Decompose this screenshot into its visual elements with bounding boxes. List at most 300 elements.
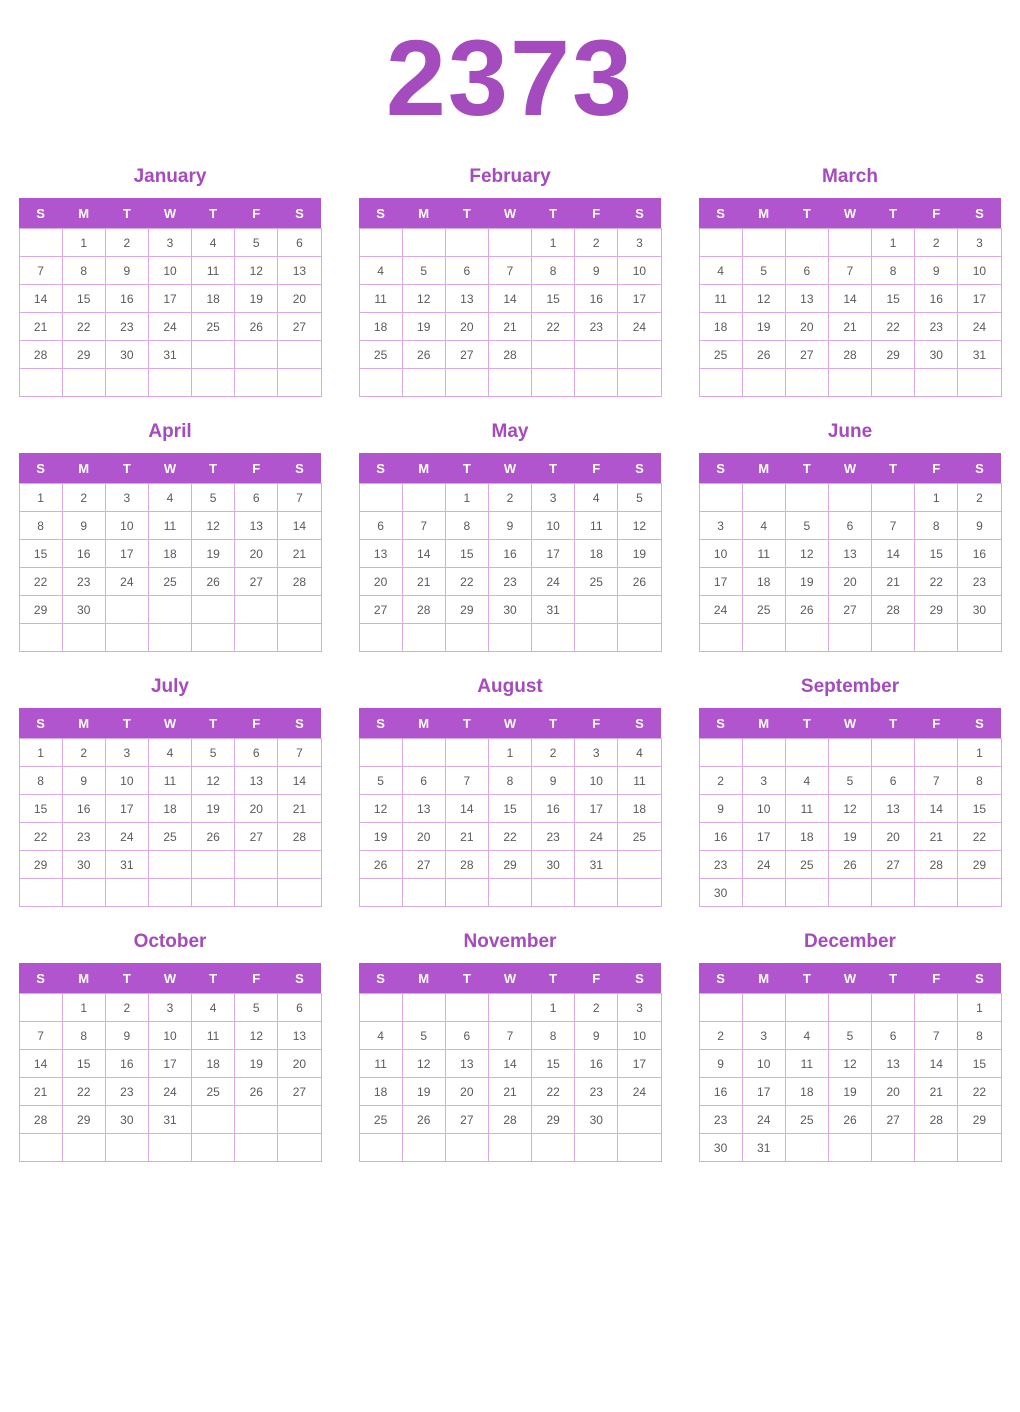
day-cell[interactable]: 15	[445, 540, 488, 568]
day-cell[interactable]: 29	[445, 596, 488, 624]
day-cell[interactable]: 19	[618, 540, 661, 568]
day-cell[interactable]: 29	[488, 851, 531, 879]
day-cell[interactable]: 26	[359, 851, 402, 879]
day-cell[interactable]: 12	[785, 540, 828, 568]
day-cell[interactable]: 27	[872, 1106, 915, 1134]
day-cell[interactable]: 21	[915, 1078, 958, 1106]
day-cell[interactable]: 4	[192, 229, 235, 257]
day-cell[interactable]: 26	[235, 1078, 278, 1106]
day-cell[interactable]: 15	[958, 1050, 1001, 1078]
day-cell[interactable]: 4	[148, 739, 191, 767]
day-cell[interactable]: 15	[19, 795, 62, 823]
day-cell[interactable]: 2	[575, 994, 618, 1022]
day-cell[interactable]: 6	[402, 767, 445, 795]
day-cell[interactable]: 4	[785, 1022, 828, 1050]
day-cell[interactable]: 3	[618, 994, 661, 1022]
day-cell[interactable]: 21	[828, 313, 871, 341]
day-cell[interactable]: 24	[148, 1078, 191, 1106]
day-cell[interactable]: 1	[958, 739, 1001, 767]
day-cell[interactable]: 26	[402, 1106, 445, 1134]
day-cell[interactable]: 21	[278, 795, 321, 823]
day-cell[interactable]: 13	[872, 795, 915, 823]
day-cell[interactable]: 20	[445, 1078, 488, 1106]
day-cell[interactable]: 9	[105, 257, 148, 285]
day-cell[interactable]: 5	[402, 257, 445, 285]
day-cell[interactable]: 7	[19, 1022, 62, 1050]
day-cell[interactable]: 20	[402, 823, 445, 851]
day-cell[interactable]: 17	[618, 285, 661, 313]
day-cell[interactable]: 28	[915, 851, 958, 879]
day-cell[interactable]: 20	[359, 568, 402, 596]
day-cell[interactable]: 28	[488, 1106, 531, 1134]
day-cell[interactable]: 3	[699, 512, 742, 540]
day-cell[interactable]: 5	[785, 512, 828, 540]
day-cell[interactable]: 31	[148, 341, 191, 369]
day-cell[interactable]: 29	[915, 596, 958, 624]
day-cell[interactable]: 20	[278, 1050, 321, 1078]
day-cell[interactable]: 20	[235, 540, 278, 568]
day-cell[interactable]: 23	[105, 313, 148, 341]
day-cell[interactable]: 10	[742, 1050, 785, 1078]
day-cell[interactable]: 20	[278, 285, 321, 313]
day-cell[interactable]: 17	[148, 1050, 191, 1078]
day-cell[interactable]: 22	[958, 823, 1001, 851]
day-cell[interactable]: 9	[62, 512, 105, 540]
day-cell[interactable]: 22	[19, 568, 62, 596]
day-cell[interactable]: 16	[488, 540, 531, 568]
day-cell[interactable]: 18	[192, 1050, 235, 1078]
day-cell[interactable]: 2	[958, 484, 1001, 512]
day-cell[interactable]: 18	[192, 285, 235, 313]
day-cell[interactable]: 21	[445, 823, 488, 851]
day-cell[interactable]: 25	[785, 851, 828, 879]
day-cell[interactable]: 22	[488, 823, 531, 851]
day-cell[interactable]: 10	[105, 767, 148, 795]
day-cell[interactable]: 8	[915, 512, 958, 540]
day-cell[interactable]: 4	[359, 1022, 402, 1050]
day-cell[interactable]: 31	[742, 1134, 785, 1162]
day-cell[interactable]: 20	[872, 1078, 915, 1106]
day-cell[interactable]: 27	[445, 341, 488, 369]
day-cell[interactable]: 15	[488, 795, 531, 823]
day-cell[interactable]: 19	[402, 1078, 445, 1106]
day-cell[interactable]: 26	[785, 596, 828, 624]
day-cell[interactable]: 8	[958, 1022, 1001, 1050]
day-cell[interactable]: 8	[532, 257, 575, 285]
day-cell[interactable]: 11	[575, 512, 618, 540]
day-cell[interactable]: 30	[958, 596, 1001, 624]
day-cell[interactable]: 8	[958, 767, 1001, 795]
day-cell[interactable]: 11	[359, 285, 402, 313]
day-cell[interactable]: 27	[872, 851, 915, 879]
day-cell[interactable]: 9	[575, 1022, 618, 1050]
day-cell[interactable]: 20	[235, 795, 278, 823]
day-cell[interactable]: 26	[192, 568, 235, 596]
day-cell[interactable]: 23	[575, 1078, 618, 1106]
day-cell[interactable]: 12	[618, 512, 661, 540]
day-cell[interactable]: 19	[402, 313, 445, 341]
day-cell[interactable]: 27	[445, 1106, 488, 1134]
day-cell[interactable]: 3	[742, 767, 785, 795]
day-cell[interactable]: 22	[19, 823, 62, 851]
day-cell[interactable]: 12	[828, 1050, 871, 1078]
day-cell[interactable]: 8	[62, 1022, 105, 1050]
day-cell[interactable]: 25	[359, 341, 402, 369]
day-cell[interactable]: 19	[235, 1050, 278, 1078]
day-cell[interactable]: 29	[958, 1106, 1001, 1134]
day-cell[interactable]: 22	[62, 313, 105, 341]
day-cell[interactable]: 3	[742, 1022, 785, 1050]
day-cell[interactable]: 28	[278, 823, 321, 851]
day-cell[interactable]: 31	[958, 341, 1001, 369]
day-cell[interactable]: 30	[488, 596, 531, 624]
day-cell[interactable]: 8	[62, 257, 105, 285]
day-cell[interactable]: 20	[445, 313, 488, 341]
day-cell[interactable]: 27	[828, 596, 871, 624]
day-cell[interactable]: 2	[105, 229, 148, 257]
day-cell[interactable]: 18	[785, 1078, 828, 1106]
day-cell[interactable]: 7	[278, 739, 321, 767]
day-cell[interactable]: 30	[105, 1106, 148, 1134]
day-cell[interactable]: 9	[915, 257, 958, 285]
day-cell[interactable]: 26	[742, 341, 785, 369]
day-cell[interactable]: 29	[532, 1106, 575, 1134]
day-cell[interactable]: 13	[235, 767, 278, 795]
day-cell[interactable]: 10	[618, 257, 661, 285]
day-cell[interactable]: 7	[915, 767, 958, 795]
day-cell[interactable]: 28	[915, 1106, 958, 1134]
day-cell[interactable]: 10	[618, 1022, 661, 1050]
day-cell[interactable]: 19	[742, 313, 785, 341]
day-cell[interactable]: 1	[488, 739, 531, 767]
day-cell[interactable]: 25	[575, 568, 618, 596]
day-cell[interactable]: 19	[359, 823, 402, 851]
day-cell[interactable]: 11	[618, 767, 661, 795]
day-cell[interactable]: 28	[19, 1106, 62, 1134]
day-cell[interactable]: 30	[699, 879, 742, 907]
day-cell[interactable]: 28	[488, 341, 531, 369]
day-cell[interactable]: 30	[699, 1134, 742, 1162]
day-cell[interactable]: 10	[742, 795, 785, 823]
day-cell[interactable]: 3	[618, 229, 661, 257]
day-cell[interactable]: 2	[62, 484, 105, 512]
day-cell[interactable]: 23	[699, 851, 742, 879]
day-cell[interactable]: 3	[148, 229, 191, 257]
day-cell[interactable]: 25	[618, 823, 661, 851]
day-cell[interactable]: 24	[532, 568, 575, 596]
day-cell[interactable]: 1	[62, 994, 105, 1022]
day-cell[interactable]: 15	[915, 540, 958, 568]
day-cell[interactable]: 28	[828, 341, 871, 369]
day-cell[interactable]: 12	[402, 285, 445, 313]
day-cell[interactable]: 28	[19, 341, 62, 369]
day-cell[interactable]: 2	[488, 484, 531, 512]
day-cell[interactable]: 15	[62, 285, 105, 313]
day-cell[interactable]: 3	[105, 739, 148, 767]
day-cell[interactable]: 11	[742, 540, 785, 568]
day-cell[interactable]: 8	[872, 257, 915, 285]
day-cell[interactable]: 1	[958, 994, 1001, 1022]
day-cell[interactable]: 24	[148, 313, 191, 341]
day-cell[interactable]: 17	[105, 540, 148, 568]
day-cell[interactable]: 12	[359, 795, 402, 823]
day-cell[interactable]: 16	[62, 795, 105, 823]
day-cell[interactable]: 25	[192, 313, 235, 341]
day-cell[interactable]: 19	[235, 285, 278, 313]
day-cell[interactable]: 2	[575, 229, 618, 257]
day-cell[interactable]: 4	[699, 257, 742, 285]
day-cell[interactable]: 21	[19, 1078, 62, 1106]
day-cell[interactable]: 14	[915, 795, 958, 823]
day-cell[interactable]: 29	[958, 851, 1001, 879]
day-cell[interactable]: 13	[445, 1050, 488, 1078]
day-cell[interactable]: 19	[192, 540, 235, 568]
day-cell[interactable]: 18	[148, 795, 191, 823]
day-cell[interactable]: 18	[699, 313, 742, 341]
day-cell[interactable]: 9	[105, 1022, 148, 1050]
day-cell[interactable]: 10	[575, 767, 618, 795]
day-cell[interactable]: 1	[19, 484, 62, 512]
day-cell[interactable]: 6	[278, 229, 321, 257]
day-cell[interactable]: 13	[785, 285, 828, 313]
day-cell[interactable]: 16	[699, 1078, 742, 1106]
day-cell[interactable]: 22	[915, 568, 958, 596]
day-cell[interactable]: 30	[62, 596, 105, 624]
day-cell[interactable]: 17	[742, 823, 785, 851]
day-cell[interactable]: 9	[575, 257, 618, 285]
day-cell[interactable]: 25	[699, 341, 742, 369]
day-cell[interactable]: 19	[192, 795, 235, 823]
day-cell[interactable]: 2	[62, 739, 105, 767]
day-cell[interactable]: 5	[618, 484, 661, 512]
day-cell[interactable]: 1	[62, 229, 105, 257]
day-cell[interactable]: 8	[19, 512, 62, 540]
day-cell[interactable]: 1	[532, 229, 575, 257]
day-cell[interactable]: 12	[402, 1050, 445, 1078]
day-cell[interactable]: 11	[699, 285, 742, 313]
day-cell[interactable]: 14	[402, 540, 445, 568]
day-cell[interactable]: 23	[62, 568, 105, 596]
day-cell[interactable]: 26	[235, 313, 278, 341]
day-cell[interactable]: 14	[278, 512, 321, 540]
day-cell[interactable]: 23	[575, 313, 618, 341]
day-cell[interactable]: 8	[532, 1022, 575, 1050]
day-cell[interactable]: 18	[359, 1078, 402, 1106]
day-cell[interactable]: 25	[742, 596, 785, 624]
day-cell[interactable]: 17	[958, 285, 1001, 313]
day-cell[interactable]: 3	[105, 484, 148, 512]
day-cell[interactable]: 23	[62, 823, 105, 851]
day-cell[interactable]: 20	[872, 823, 915, 851]
day-cell[interactable]: 27	[235, 823, 278, 851]
day-cell[interactable]: 12	[742, 285, 785, 313]
day-cell[interactable]: 21	[872, 568, 915, 596]
day-cell[interactable]: 23	[915, 313, 958, 341]
day-cell[interactable]: 3	[532, 484, 575, 512]
day-cell[interactable]: 13	[235, 512, 278, 540]
day-cell[interactable]: 4	[359, 257, 402, 285]
day-cell[interactable]: 1	[532, 994, 575, 1022]
day-cell[interactable]: 29	[872, 341, 915, 369]
day-cell[interactable]: 11	[785, 795, 828, 823]
day-cell[interactable]: 11	[192, 1022, 235, 1050]
day-cell[interactable]: 6	[359, 512, 402, 540]
day-cell[interactable]: 31	[575, 851, 618, 879]
day-cell[interactable]: 27	[278, 313, 321, 341]
day-cell[interactable]: 7	[488, 257, 531, 285]
day-cell[interactable]: 21	[278, 540, 321, 568]
day-cell[interactable]: 30	[62, 851, 105, 879]
day-cell[interactable]: 13	[828, 540, 871, 568]
day-cell[interactable]: 5	[192, 739, 235, 767]
day-cell[interactable]: 28	[445, 851, 488, 879]
day-cell[interactable]: 13	[359, 540, 402, 568]
day-cell[interactable]: 25	[148, 568, 191, 596]
day-cell[interactable]: 7	[872, 512, 915, 540]
day-cell[interactable]: 22	[872, 313, 915, 341]
day-cell[interactable]: 16	[575, 1050, 618, 1078]
day-cell[interactable]: 25	[192, 1078, 235, 1106]
day-cell[interactable]: 7	[828, 257, 871, 285]
day-cell[interactable]: 11	[192, 257, 235, 285]
day-cell[interactable]: 5	[742, 257, 785, 285]
day-cell[interactable]: 3	[148, 994, 191, 1022]
day-cell[interactable]: 18	[359, 313, 402, 341]
day-cell[interactable]: 2	[532, 739, 575, 767]
day-cell[interactable]: 30	[575, 1106, 618, 1134]
day-cell[interactable]: 1	[19, 739, 62, 767]
day-cell[interactable]: 14	[19, 285, 62, 313]
day-cell[interactable]: 14	[828, 285, 871, 313]
day-cell[interactable]: 13	[445, 285, 488, 313]
day-cell[interactable]: 2	[105, 994, 148, 1022]
day-cell[interactable]: 11	[359, 1050, 402, 1078]
day-cell[interactable]: 30	[532, 851, 575, 879]
day-cell[interactable]: 26	[828, 851, 871, 879]
day-cell[interactable]: 5	[828, 767, 871, 795]
day-cell[interactable]: 7	[488, 1022, 531, 1050]
day-cell[interactable]: 21	[402, 568, 445, 596]
day-cell[interactable]: 26	[618, 568, 661, 596]
day-cell[interactable]: 15	[62, 1050, 105, 1078]
day-cell[interactable]: 3	[575, 739, 618, 767]
day-cell[interactable]: 5	[192, 484, 235, 512]
day-cell[interactable]: 6	[872, 1022, 915, 1050]
day-cell[interactable]: 13	[278, 257, 321, 285]
day-cell[interactable]: 16	[105, 1050, 148, 1078]
day-cell[interactable]: 15	[532, 1050, 575, 1078]
day-cell[interactable]: 18	[148, 540, 191, 568]
day-cell[interactable]: 9	[488, 512, 531, 540]
day-cell[interactable]: 13	[872, 1050, 915, 1078]
day-cell[interactable]: 24	[618, 1078, 661, 1106]
day-cell[interactable]: 8	[19, 767, 62, 795]
day-cell[interactable]: 12	[192, 767, 235, 795]
day-cell[interactable]: 24	[742, 851, 785, 879]
day-cell[interactable]: 7	[915, 1022, 958, 1050]
day-cell[interactable]: 16	[575, 285, 618, 313]
day-cell[interactable]: 9	[699, 1050, 742, 1078]
day-cell[interactable]: 27	[402, 851, 445, 879]
day-cell[interactable]: 10	[148, 257, 191, 285]
day-cell[interactable]: 6	[278, 994, 321, 1022]
day-cell[interactable]: 24	[105, 568, 148, 596]
day-cell[interactable]: 7	[445, 767, 488, 795]
day-cell[interactable]: 24	[742, 1106, 785, 1134]
day-cell[interactable]: 5	[402, 1022, 445, 1050]
day-cell[interactable]: 15	[532, 285, 575, 313]
day-cell[interactable]: 16	[62, 540, 105, 568]
day-cell[interactable]: 19	[828, 1078, 871, 1106]
day-cell[interactable]: 15	[958, 795, 1001, 823]
day-cell[interactable]: 14	[488, 1050, 531, 1078]
day-cell[interactable]: 22	[958, 1078, 1001, 1106]
day-cell[interactable]: 24	[618, 313, 661, 341]
day-cell[interactable]: 2	[699, 767, 742, 795]
day-cell[interactable]: 24	[958, 313, 1001, 341]
day-cell[interactable]: 9	[62, 767, 105, 795]
day-cell[interactable]: 4	[742, 512, 785, 540]
day-cell[interactable]: 3	[958, 229, 1001, 257]
day-cell[interactable]: 10	[148, 1022, 191, 1050]
day-cell[interactable]: 18	[742, 568, 785, 596]
day-cell[interactable]: 27	[785, 341, 828, 369]
day-cell[interactable]: 9	[532, 767, 575, 795]
day-cell[interactable]: 10	[958, 257, 1001, 285]
day-cell[interactable]: 18	[575, 540, 618, 568]
day-cell[interactable]: 4	[192, 994, 235, 1022]
day-cell[interactable]: 28	[278, 568, 321, 596]
day-cell[interactable]: 2	[915, 229, 958, 257]
day-cell[interactable]: 29	[62, 1106, 105, 1134]
day-cell[interactable]: 25	[785, 1106, 828, 1134]
day-cell[interactable]: 26	[402, 341, 445, 369]
day-cell[interactable]: 26	[192, 823, 235, 851]
day-cell[interactable]: 4	[148, 484, 191, 512]
day-cell[interactable]: 27	[278, 1078, 321, 1106]
day-cell[interactable]: 16	[699, 823, 742, 851]
day-cell[interactable]: 31	[105, 851, 148, 879]
day-cell[interactable]: 22	[532, 1078, 575, 1106]
day-cell[interactable]: 29	[19, 851, 62, 879]
day-cell[interactable]: 13	[402, 795, 445, 823]
day-cell[interactable]: 21	[488, 1078, 531, 1106]
day-cell[interactable]: 1	[445, 484, 488, 512]
day-cell[interactable]: 7	[278, 484, 321, 512]
day-cell[interactable]: 14	[445, 795, 488, 823]
day-cell[interactable]: 6	[235, 484, 278, 512]
day-cell[interactable]: 14	[278, 767, 321, 795]
day-cell[interactable]: 4	[575, 484, 618, 512]
day-cell[interactable]: 6	[785, 257, 828, 285]
day-cell[interactable]: 25	[148, 823, 191, 851]
day-cell[interactable]: 24	[699, 596, 742, 624]
day-cell[interactable]: 16	[958, 540, 1001, 568]
day-cell[interactable]: 21	[488, 313, 531, 341]
day-cell[interactable]: 14	[915, 1050, 958, 1078]
day-cell[interactable]: 24	[575, 823, 618, 851]
day-cell[interactable]: 17	[148, 285, 191, 313]
day-cell[interactable]: 12	[235, 257, 278, 285]
day-cell[interactable]: 14	[872, 540, 915, 568]
day-cell[interactable]: 17	[105, 795, 148, 823]
day-cell[interactable]: 11	[148, 512, 191, 540]
day-cell[interactable]: 1	[872, 229, 915, 257]
day-cell[interactable]: 31	[532, 596, 575, 624]
day-cell[interactable]: 30	[105, 341, 148, 369]
day-cell[interactable]: 26	[828, 1106, 871, 1134]
day-cell[interactable]: 20	[785, 313, 828, 341]
